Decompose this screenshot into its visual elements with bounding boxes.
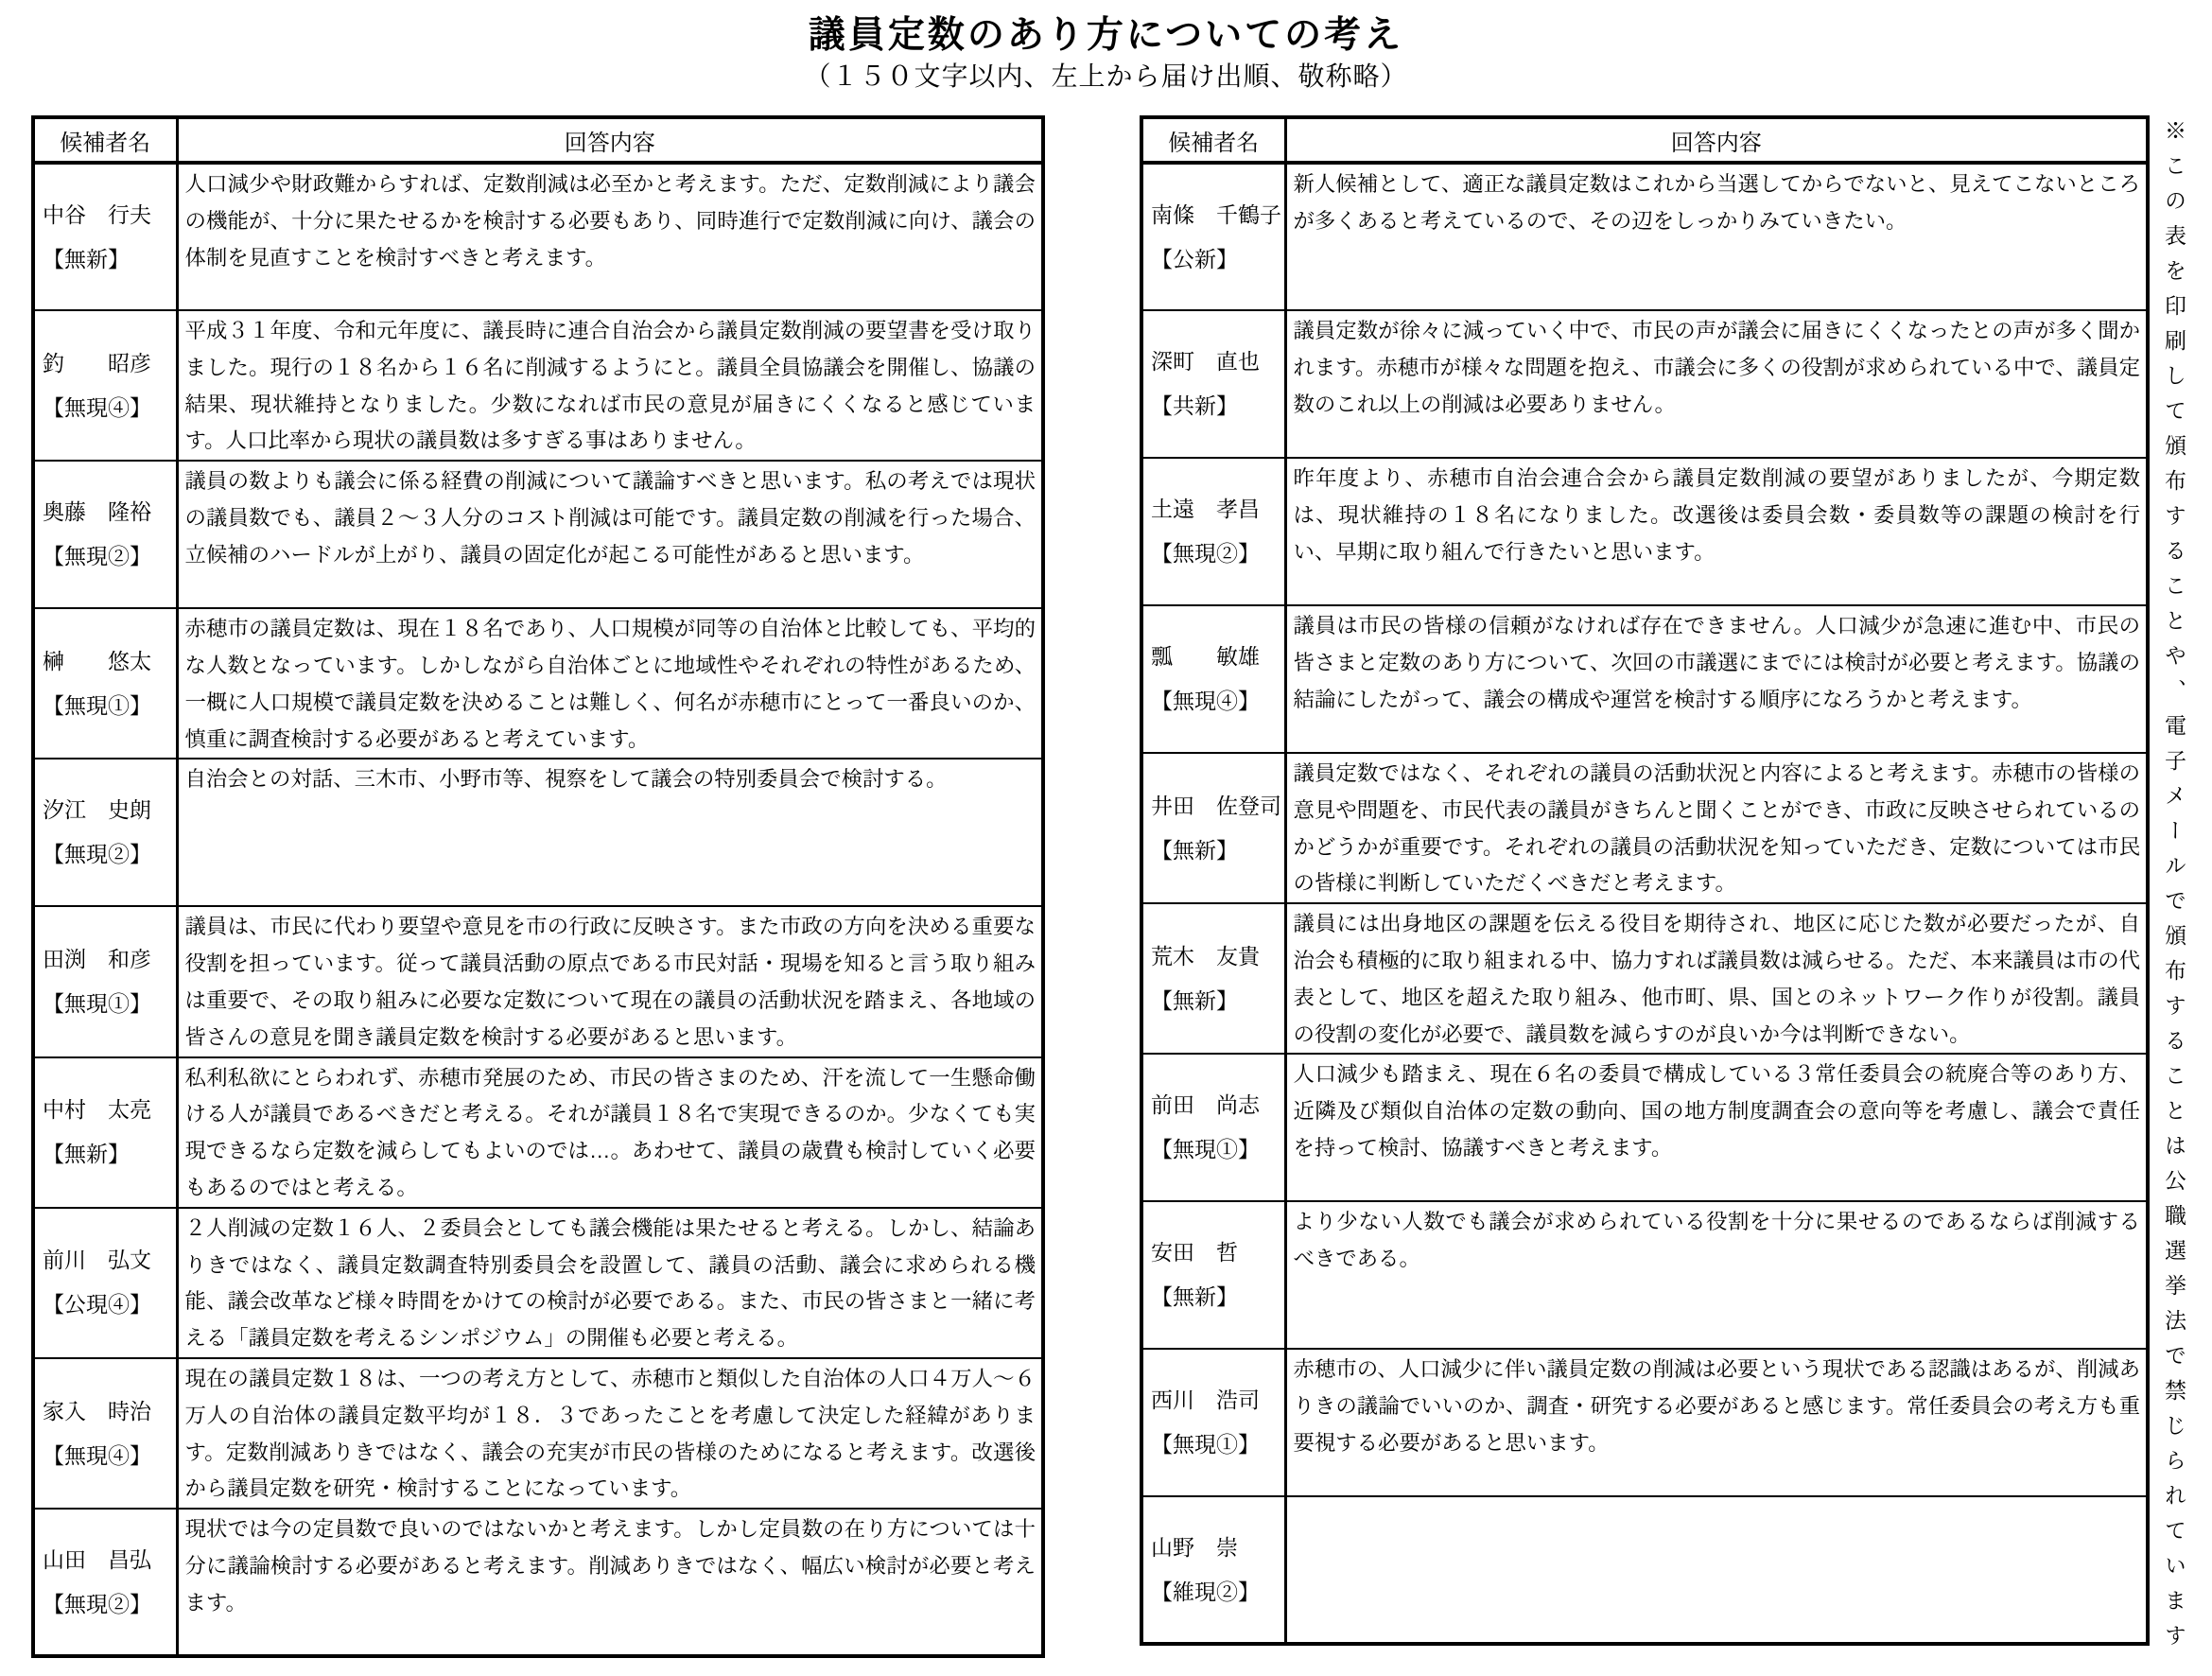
answer-text: 自治会との対話、三木市、小野市等、視察をして議会の特別委員会で検討する。 [177, 759, 1043, 906]
candidate-name: 山田 昌弘 [43, 1546, 151, 1572]
answer-text: 新人候補として、適正な議員定数はこれから当選してからでないと、見えてこないところが多くあると考えているので、その辺をしっかりみていきたい。 [1285, 163, 2148, 310]
candidate-affiliation: 【公新】 [1151, 246, 1238, 271]
candidate-name: 釣 昭彦 [43, 350, 151, 375]
candidate-name: 家入 時治 [43, 1398, 151, 1423]
table-row [33, 1057, 1043, 1208]
candidate-affiliation: 【無現④】 [43, 1442, 151, 1468]
candidate-affiliation: 【無現①】 [43, 692, 151, 718]
answer-text: 議員定数ではなく、それぞれの議員の活動状況と内容によると考えます。赤穂市の皆様の意見や問題を、市民代表の議員がきちんと聞くことができ、市政に反映させられているのかどうかが重要です。それぞれの議員の活動状況を知っていただき、定数については市民の皆様に判断していただくべきだと考えます。 [1285, 753, 2148, 903]
candidate-affiliation: 【無新】 [1151, 1284, 1238, 1310]
answer-column-header: 回答内容 [1285, 117, 2148, 163]
candidate-name: 奥藤 隆裕 [43, 499, 151, 525]
candidate-affiliation: 【無現①】 [1151, 1432, 1260, 1458]
candidate-name: 瓢 敏雄 [1151, 644, 1260, 669]
answer-column-header: 回答内容 [177, 117, 1043, 163]
page-title: 議員定数のあり方についての考え [808, 15, 1404, 56]
document-header [0, 15, 2212, 93]
answer-text: 赤穂市の議員定数は、現在１８名であり、人口規模が同等の自治体と比較しても、平均的な人数となっています。しかしながら自治体ごとに地域性やそれぞれの特性があるため、一概に人口規模で議員定数を決めることは難しく、何名が赤穂市にとって一番良いのか、慎重に調査検討する必要があると考えています。 [177, 608, 1043, 759]
answer-text: 議員定数が徐々に減っていく中で、市民の声が議会に届きにくくなったとの声が多く聞かれます。赤穂市が様々な問題を抱え、市議会に多くの役割が求められている中で、議員定数のこれ以上の削減は必要ありません。 [1285, 310, 2148, 458]
candidate-name: 汐江 史朗 [43, 797, 151, 823]
candidate-name: 西川 浩司 [1151, 1388, 1260, 1413]
candidate-affiliation: 【無現②】 [43, 842, 151, 867]
candidates-table-right [1140, 115, 2150, 1646]
candidate-affiliation: 【無現④】 [43, 394, 151, 420]
table-header-row [33, 117, 1043, 163]
table-row [1141, 310, 2148, 458]
answer-text: ２人削減の定数１６人、２委員会としても議会機能は果たせると考える。しかし、結論ありきではなく、議員定数調査特別委員会を設置して、議員の活動、議会に求められる機能、議会改革など様々時間をかけての検討が必要である。また、市民の皆さまと一緒に考える「議員定数を考えるシンポジウム」の開催も必要と考える。 [177, 1208, 1043, 1358]
table-row [1141, 1496, 2148, 1644]
table-row [33, 608, 1043, 759]
answer-text: 議員は市民の皆様の信頼がなければ存在できません。人口減少が急速に進む中、市民の皆さまと定数のあり方について、次回の市議選にまでには検討が必要と考えます。協議の結論にしたがって、議会の構成や運営を検討する順序になろうかと考えます。 [1285, 605, 2148, 753]
candidates-table-left [31, 115, 1045, 1658]
answer-text: 私利私欲にとらわれず、赤穂市発展のため、市民の皆さまのため、汗を流して一生懸命働ける人が議員であるべきだと考える。それが議員１８名で実現できるのか。少なくても実現できるなら定数を減らしてもよいのでは…。あわせて、議員の歳費も検討していく必要もあるのではと考える。 [177, 1057, 1043, 1208]
table-row [1141, 458, 2148, 605]
candidate-affiliation: 【無現②】 [43, 1591, 151, 1616]
answer-text: 議員には出身地区の課題を伝える役目を期待され、地区に応じた数が必要だったが、自治会も積極的に取り組まれる中、協力すれば議員数は減らせる。ただ、本来議員は市の代表として、地区を超えた取り組み、他市町、県、国とのネットワーク作りが役割。議員の役割の変化が必要で、議員数を減らすのが良いか今は判断できない。 [1285, 903, 2148, 1054]
candidate-affiliation: 【無現②】 [43, 544, 151, 569]
candidate-name: 土遠 孝昌 [1151, 497, 1260, 521]
candidate-name: 榊 悠太 [43, 648, 151, 673]
candidate-affiliation: 【無現①】 [1151, 1137, 1260, 1162]
table-row [1141, 1349, 2148, 1496]
table-row [33, 1358, 1043, 1509]
candidate-affiliation: 【無現①】 [43, 990, 151, 1016]
table-header-row [1141, 117, 2148, 163]
table-row [33, 1509, 1043, 1656]
candidate-name: 井田 佐登司 [1151, 793, 1281, 818]
candidate-affiliation: 【無現④】 [1151, 689, 1260, 713]
candidate-affiliation: 【無新】 [1151, 987, 1238, 1013]
table-row [33, 906, 1043, 1056]
candidate-affiliation: 【無現②】 [1151, 541, 1260, 566]
candidate-affiliation: 【無新】 [1151, 837, 1238, 863]
table-row [33, 461, 1043, 608]
answer-text [1285, 1496, 2148, 1644]
candidate-name: 前川 弘文 [43, 1248, 151, 1273]
page-subtitle: （１５０文字以内、左上から届け出順、敬称略） [804, 61, 1408, 91]
candidate-name-column-header: 候補者名 [1141, 117, 1285, 163]
candidate-name: 南條 千鶴子 [1151, 201, 1281, 227]
answer-text: 赤穂市の、人口減少に伴い議員定数の削減は必要という現状である認識はあるが、削減ありきの議論でいいのか、調査・研究する必要があると感じます。常任委員会の考え方も重要視する必要があると思います。 [1285, 1349, 2148, 1496]
side-note: ※この表を印刷して頒布することや、電子メールで頒布することは公職選挙法で禁じられています [2162, 119, 2186, 1659]
table-row [33, 759, 1043, 906]
candidate-name-column-header: 候補者名 [33, 117, 177, 163]
table-row [1141, 1054, 2148, 1201]
candidate-name: 深町 直也 [1151, 349, 1260, 374]
candidate-affiliation: 【公現④】 [43, 1292, 151, 1318]
table-row [1141, 605, 2148, 753]
table-row [1141, 163, 2148, 310]
answer-text: 人口減少も踏まえ、現在６名の委員で構成している３常任委員会の統廃合等のあり方、近隣及び類似自治体の定数の動向、国の地方制度調査会の意向等を考慮し、議会で責任を持って検討、協議すべきと考えます。 [1285, 1054, 2148, 1201]
candidate-name: 山野 崇 [1151, 1534, 1238, 1560]
answer-text: 現状では今の定員数で良いのではないかと考えます。しかし定員数の在り方については十分に議論検討する必要があると考えます。削減ありきではなく、幅広い検討が必要と考えます。 [177, 1509, 1043, 1656]
candidate-name: 中村 太亮 [43, 1097, 151, 1123]
table-row [33, 163, 1043, 310]
table-row [1141, 753, 2148, 903]
candidate-affiliation: 【無新】 [43, 1142, 130, 1167]
table-row [33, 1208, 1043, 1358]
table-row [1141, 903, 2148, 1054]
candidate-name: 安田 哲 [1151, 1240, 1238, 1266]
answer-text: 昨年度より、赤穂市自治会連合会から議員定数削減の要望がありましたが、今期定数は、現状維持の１８名になりました。改選後は委員会数・委員数等の課題の検討を行い、早期に取り組んで行きたいと思います。 [1285, 458, 2148, 605]
candidate-affiliation: 【無新】 [43, 246, 130, 271]
table-row [33, 310, 1043, 461]
candidate-name: 田渕 和彦 [43, 946, 151, 971]
answer-text: 現在の議員定数１８は、一つの考え方として、赤穂市と類似した自治体の人口４万人～６万人の自治体の議員定数平均が１８．３であったことを考慮して決定した経緯があります。定数削減ありきではなく、議会の充実が市民の皆様のためになると考えます。改選後から議員定数を研究・検討することになっています。 [177, 1358, 1043, 1509]
candidate-affiliation: 【共新】 [1151, 393, 1238, 418]
candidate-name: 荒木 友貴 [1151, 943, 1260, 969]
candidate-affiliation: 【維現②】 [1151, 1579, 1260, 1604]
answer-text: 議員の数よりも議会に係る経費の削減について議論すべきと思います。私の考えでは現状の議員数でも、議員２～３人分のコスト削減は可能です。議員定数の削減を行った場合、立候補のハードルが上がり、議員の固定化が起こる可能性があると思います。 [177, 461, 1043, 608]
answer-text: 人口減少や財政難からすれば、定数削減は必至かと考えます。ただ、定数削減により議会の機能が、十分に果たせるかを検討する必要もあり、同時進行で定数削減に向け、議会の体制を見直すことを検討すべきと考えます。 [177, 163, 1043, 310]
answer-text: 平成３１年度、令和元年度に、議長時に連合自治会から議員定数削減の要望書を受け取りました。現行の１８名から１６名に削減するようにと。議員全員協議会を開催し、協議の結果、現状維持となりました。少数になれば市民の意見が届きにくくなると感じています。人口比率から現状の議員数は多すぎる事はありません。 [177, 310, 1043, 461]
answer-text: 議員は、市民に代わり要望や意見を市の行政に反映さす。また市政の方向を決める重要な役割を担っています。従って議員活動の原点である市民対話・現場を知ると言う取り組みは重要で、その取り組みに必要な定数について現在の議員の活動状況を踏まえ、各地域の皆さんの意見を聞き議員定数を検討する必要があると思います。 [177, 906, 1043, 1056]
candidate-name: 中谷 行夫 [43, 201, 151, 227]
table-row [1141, 1201, 2148, 1349]
candidate-name: 前田 尚志 [1151, 1092, 1260, 1118]
answer-text: より少ない人数でも議会が求められている役割を十分に果せるのであるならば削減するべきである。 [1285, 1201, 2148, 1349]
